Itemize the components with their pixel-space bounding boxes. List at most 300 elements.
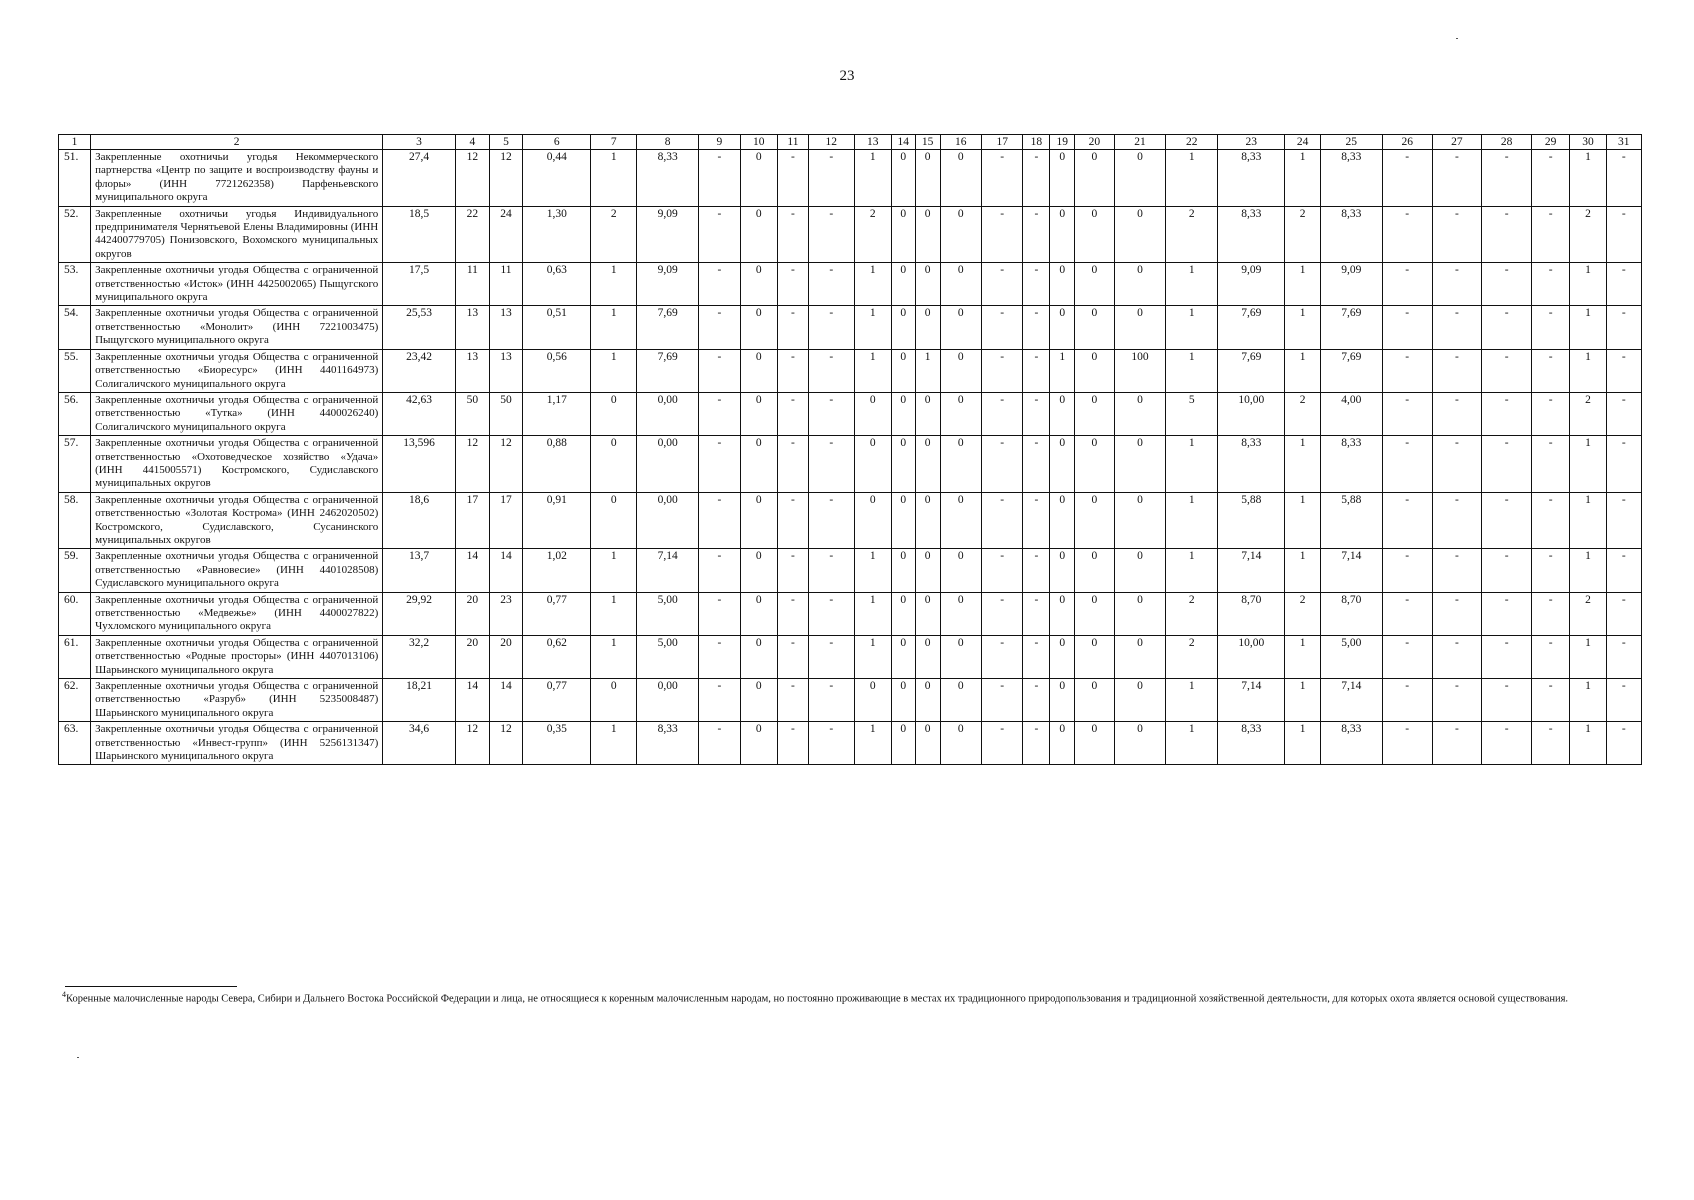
table-cell: -	[1606, 549, 1641, 592]
table-cell: 0	[1075, 263, 1114, 306]
table-cell: -	[777, 150, 808, 207]
table-cell: -	[1482, 206, 1532, 263]
table-cell: 0,51	[523, 306, 591, 349]
table-cell: 10,00	[1218, 635, 1285, 678]
table-cell: 1	[1166, 679, 1218, 722]
table-cell: 14	[455, 549, 489, 592]
table-cell: 0	[940, 349, 981, 392]
hunting-grounds-table	[58, 134, 1642, 765]
table-cell: 7,69	[1218, 349, 1285, 392]
table-cell: -	[1382, 722, 1432, 765]
table-cell: 1	[1570, 679, 1606, 722]
table-cell: 1	[1570, 306, 1606, 349]
table-cell: -	[981, 492, 1022, 549]
scan-speck	[1456, 38, 1458, 39]
table-cell: -	[1432, 263, 1482, 306]
table-cell: 1,02	[523, 549, 591, 592]
table-cell: 0	[1075, 635, 1114, 678]
table-cell: 12	[489, 722, 522, 765]
table-cell: 0	[915, 392, 940, 435]
column-number: 24	[1285, 135, 1320, 150]
table-cell: 0	[740, 679, 777, 722]
table-cell: 1	[854, 150, 891, 207]
table-cell: 0	[915, 206, 940, 263]
table-cell: -	[1432, 635, 1482, 678]
table-cell: 1	[1050, 349, 1075, 392]
table-cell: -	[777, 635, 808, 678]
table-cell: -	[1023, 150, 1050, 207]
table-cell: 0	[854, 436, 891, 493]
table-row	[59, 492, 1642, 549]
table-cell: 1	[1166, 492, 1218, 549]
table-cell: 0	[891, 722, 915, 765]
table-cell: 12	[455, 436, 489, 493]
table-cell: 1	[591, 592, 637, 635]
table-cell: -	[981, 349, 1022, 392]
table-cell: -	[981, 549, 1022, 592]
table-cell: 0	[940, 492, 981, 549]
table-cell: 10,00	[1218, 392, 1285, 435]
table-cell: 13	[455, 306, 489, 349]
table-cell: -	[1532, 492, 1570, 549]
column-number: 29	[1532, 135, 1570, 150]
table-cell: 0,00	[637, 436, 699, 493]
table-cell: 11	[455, 263, 489, 306]
table-cell: 1	[1285, 436, 1320, 493]
table-cell: 0	[854, 392, 891, 435]
table-cell: 0	[740, 635, 777, 678]
table-cell: 8,33	[1218, 436, 1285, 493]
table-cell: 8,33	[1218, 150, 1285, 207]
hunting-ground-name: Закрепленные охотничьи угодья Общества с ограниченной ответственностью «Равновесие» (ИНН 4401028508) Судиславского муниципального округа	[91, 549, 383, 592]
column-number: 7	[591, 135, 637, 150]
table-cell: -	[981, 206, 1022, 263]
table-cell: -	[777, 592, 808, 635]
table-cell: 0,00	[637, 392, 699, 435]
table-cell: 0	[891, 549, 915, 592]
table-cell: 23,42	[383, 349, 456, 392]
table-cell: 9,09	[1320, 263, 1382, 306]
table-cell: 23	[489, 592, 522, 635]
table-row	[59, 592, 1642, 635]
table-cell: 22	[455, 206, 489, 263]
table-cell: -	[1606, 392, 1641, 435]
table-cell: -	[809, 436, 855, 493]
table-cell: 0	[1114, 592, 1166, 635]
table-cell: 0	[740, 436, 777, 493]
table-cell: 0	[740, 592, 777, 635]
table-cell: -	[1432, 549, 1482, 592]
table-cell: 8,33	[1320, 436, 1382, 493]
table-cell: -	[981, 635, 1022, 678]
table-cell: 0	[940, 206, 981, 263]
table-cell: 0	[591, 392, 637, 435]
table-cell: 8,33	[637, 150, 699, 207]
table-cell: 13	[489, 306, 522, 349]
table-cell: 0	[1050, 679, 1075, 722]
table-cell: 0	[891, 206, 915, 263]
table-cell: -	[699, 635, 740, 678]
table-cell: 0	[1075, 592, 1114, 635]
row-number: 59.	[59, 549, 91, 592]
footnote-text: Коренные малочисленные народы Севера, Сибири и Дальнего Востока Российской Федерации и лица, не относящиеся к коренным малочисленным народам, но постоянно проживающие в местах их традиционного природопользования и традиционной хозяйственной деятельности, для которых охота является основой существования.	[66, 993, 1569, 1005]
table-cell: 42,63	[383, 392, 456, 435]
table-cell: 0	[940, 592, 981, 635]
table-cell: 0	[940, 392, 981, 435]
table-cell: -	[809, 206, 855, 263]
table-cell: 24	[489, 206, 522, 263]
table-cell: 14	[489, 549, 522, 592]
column-number: 31	[1606, 135, 1641, 150]
column-number: 8	[637, 135, 699, 150]
row-number: 60.	[59, 592, 91, 635]
table-cell: 0	[854, 492, 891, 549]
table-cell: -	[1023, 206, 1050, 263]
table-cell: 9,09	[1218, 263, 1285, 306]
table-cell: 8,33	[1320, 150, 1382, 207]
table-cell: -	[1532, 150, 1570, 207]
table-cell: 8,33	[1218, 206, 1285, 263]
table-cell: 18,6	[383, 492, 456, 549]
table-cell: 1	[1166, 150, 1218, 207]
table-cell: -	[1023, 392, 1050, 435]
table-cell: 2	[1285, 206, 1320, 263]
column-number: 21	[1114, 135, 1166, 150]
hunting-ground-name: Закрепленные охотничьи угодья Общества с ограниченной ответственностью «Разруб» (ИНН 5235008487) Шарьинского муниципального округа	[91, 679, 383, 722]
table-row	[59, 263, 1642, 306]
row-number: 63.	[59, 722, 91, 765]
table-cell: -	[809, 549, 855, 592]
table-row	[59, 206, 1642, 263]
footnote-marker: 4	[62, 990, 66, 999]
hunting-ground-name: Закрепленные охотничьи угодья Общества с ограниченной ответственностью «Биоресурс» (ИНН 4401164973) Солигаличского муниципального округа	[91, 349, 383, 392]
table-cell: 0	[940, 150, 981, 207]
table-cell: 1	[854, 635, 891, 678]
column-number: 1	[59, 135, 91, 150]
table-cell: -	[1432, 679, 1482, 722]
footnote	[62, 987, 1622, 1007]
table-cell: 2	[1285, 392, 1320, 435]
column-number: 23	[1218, 135, 1285, 150]
table-cell: 9,09	[637, 263, 699, 306]
table-cell: 8,33	[1320, 722, 1382, 765]
table-cell: 17,5	[383, 263, 456, 306]
table-cell: 0	[1050, 263, 1075, 306]
table-cell: 0	[854, 679, 891, 722]
table-cell: 0	[891, 635, 915, 678]
table-row	[59, 635, 1642, 678]
table-cell: 17	[455, 492, 489, 549]
table-cell: 0	[915, 306, 940, 349]
column-number: 22	[1166, 135, 1218, 150]
table-cell: 7,69	[637, 349, 699, 392]
table-cell: 0	[740, 392, 777, 435]
hunting-ground-name: Закрепленные охотничьи угодья Общества с ограниченной ответственностью «Родные просторы» (ИНН 4407013106) Шарьинского муниципального округа	[91, 635, 383, 678]
table-cell: -	[1432, 492, 1482, 549]
table-cell: 14	[489, 679, 522, 722]
table-cell: 7,14	[1320, 679, 1382, 722]
table-cell: 0	[740, 549, 777, 592]
table-cell: 0	[1114, 679, 1166, 722]
hunting-ground-name: Закрепленные охотничьи угодья Общества с ограниченной ответственностью «Тутка» (ИНН 4400026240) Солигаличского муниципального округа	[91, 392, 383, 435]
table-cell: 0	[1114, 206, 1166, 263]
table-cell: -	[1606, 206, 1641, 263]
table-cell: 9,09	[637, 206, 699, 263]
table-cell: 0	[1114, 436, 1166, 493]
table-cell: 0	[591, 492, 637, 549]
table-cell: 0	[1075, 392, 1114, 435]
table-cell: 0	[1075, 306, 1114, 349]
row-number: 53.	[59, 263, 91, 306]
table-cell: 25,53	[383, 306, 456, 349]
table-cell: -	[1532, 263, 1570, 306]
table-cell: 0	[591, 679, 637, 722]
table-cell: -	[1482, 349, 1532, 392]
table-cell: 0	[1050, 306, 1075, 349]
table-cell: 0	[1075, 349, 1114, 392]
table-cell: 0	[1050, 635, 1075, 678]
column-number: 30	[1570, 135, 1606, 150]
table-cell: 0,62	[523, 635, 591, 678]
table-cell: 18,5	[383, 206, 456, 263]
table-cell: 0	[915, 150, 940, 207]
table-cell: -	[777, 263, 808, 306]
table-cell: 8,33	[1218, 722, 1285, 765]
table-cell: -	[1482, 392, 1532, 435]
table-cell: -	[1432, 349, 1482, 392]
table-cell: 13,596	[383, 436, 456, 493]
table-cell: 1	[1570, 635, 1606, 678]
table-cell: 2	[1285, 592, 1320, 635]
table-row	[59, 392, 1642, 435]
table-cell: -	[809, 349, 855, 392]
table-cell: 1	[1570, 492, 1606, 549]
table-cell: -	[1606, 306, 1641, 349]
table-cell: 12	[455, 150, 489, 207]
row-number: 51.	[59, 150, 91, 207]
table-cell: 1	[591, 150, 637, 207]
table-cell: 0	[1050, 150, 1075, 207]
column-number: 28	[1482, 135, 1532, 150]
table-cell: -	[699, 392, 740, 435]
table-cell: 0	[915, 436, 940, 493]
table-cell: 1	[854, 306, 891, 349]
table-cell: -	[1606, 635, 1641, 678]
row-number: 54.	[59, 306, 91, 349]
table-cell: 50	[489, 392, 522, 435]
table-cell: 1	[1285, 679, 1320, 722]
table-cell: 1	[1166, 436, 1218, 493]
table-cell: -	[809, 392, 855, 435]
table-cell: 0	[891, 306, 915, 349]
table-cell: -	[981, 306, 1022, 349]
table-cell: 0,44	[523, 150, 591, 207]
table-cell: 0	[1114, 263, 1166, 306]
table-cell: 0	[1050, 592, 1075, 635]
table-body	[59, 150, 1642, 765]
table-cell: -	[1432, 722, 1482, 765]
table-cell: -	[1606, 722, 1641, 765]
table-cell: -	[1023, 635, 1050, 678]
table-cell: 13,7	[383, 549, 456, 592]
column-number: 13	[854, 135, 891, 150]
table-cell: 0	[740, 722, 777, 765]
table-cell: -	[1023, 592, 1050, 635]
table-cell: -	[1606, 150, 1641, 207]
table-cell: 12	[455, 722, 489, 765]
table-cell: -	[699, 436, 740, 493]
table-cell: 0	[915, 635, 940, 678]
table-cell: 1	[1285, 549, 1320, 592]
table-cell: 0	[891, 436, 915, 493]
table-cell: 1	[591, 549, 637, 592]
table-cell: 0	[1114, 549, 1166, 592]
table-cell: 1	[1570, 722, 1606, 765]
table-cell: 0	[940, 635, 981, 678]
column-number: 16	[940, 135, 981, 150]
table-cell: 0	[740, 263, 777, 306]
table-cell: 1	[1166, 549, 1218, 592]
table-cell: -	[1532, 722, 1570, 765]
table-cell: -	[1532, 392, 1570, 435]
table-cell: 0	[740, 306, 777, 349]
table-cell: -	[809, 679, 855, 722]
table-cell: -	[981, 592, 1022, 635]
table-cell: 0,00	[637, 492, 699, 549]
table-cell: -	[1482, 679, 1532, 722]
table-cell: 0	[891, 263, 915, 306]
table-cell: 0	[891, 150, 915, 207]
table-cell: -	[809, 150, 855, 207]
table-cell: 17	[489, 492, 522, 549]
table-cell: 0	[1114, 492, 1166, 549]
table-cell: 50	[455, 392, 489, 435]
column-number: 10	[740, 135, 777, 150]
table-cell: 0	[1075, 206, 1114, 263]
table-cell: -	[1382, 492, 1432, 549]
table-cell: 0	[1075, 436, 1114, 493]
hunting-ground-name: Закрепленные охотничьи угодья Некоммерческого партнерства «Центр по защите и воспроизводству фауны и флоры» (ИНН 7721262358) Парфеньевского муниципального округа	[91, 150, 383, 207]
table-cell: 0	[1075, 549, 1114, 592]
table-cell: 1	[854, 722, 891, 765]
table-cell: 20	[489, 635, 522, 678]
column-number: 20	[1075, 135, 1114, 150]
table-cell: 0	[940, 722, 981, 765]
table-cell: 0	[1114, 150, 1166, 207]
table-cell: 0	[1075, 492, 1114, 549]
table-cell: 2	[591, 206, 637, 263]
table-cell: 1	[854, 349, 891, 392]
table-cell: -	[699, 150, 740, 207]
table-cell: 0	[915, 492, 940, 549]
table-cell: -	[777, 306, 808, 349]
table-cell: -	[809, 263, 855, 306]
column-number: 3	[383, 135, 456, 150]
column-number: 27	[1432, 135, 1482, 150]
table-cell: 0	[891, 679, 915, 722]
table-cell: 0	[740, 492, 777, 549]
table-cell: 0,35	[523, 722, 591, 765]
table-cell: -	[699, 492, 740, 549]
table-cell: 20	[455, 592, 489, 635]
table-cell: 0	[1050, 206, 1075, 263]
table-cell: 0	[1114, 722, 1166, 765]
table-cell: -	[1382, 592, 1432, 635]
table-cell: 1	[1570, 263, 1606, 306]
table-cell: 32,2	[383, 635, 456, 678]
table-cell: -	[1432, 392, 1482, 435]
table-cell: -	[1382, 349, 1432, 392]
row-number: 61.	[59, 635, 91, 678]
table-cell: 0	[740, 349, 777, 392]
column-number: 4	[455, 135, 489, 150]
table-cell: -	[1023, 722, 1050, 765]
hunting-ground-name: Закрепленные охотничьи угодья Индивидуального предпринимателя Чернятьевой Елены Владимировны (ИНН 442400779705) Понизовского, Вохомского муниципальных округов	[91, 206, 383, 263]
table-cell: 1	[1166, 722, 1218, 765]
table-cell: -	[1482, 263, 1532, 306]
table-cell: -	[1482, 492, 1532, 549]
row-number: 62.	[59, 679, 91, 722]
table-cell: 4,00	[1320, 392, 1382, 435]
table-cell: 0	[591, 436, 637, 493]
table-cell: 1	[1285, 349, 1320, 392]
table-cell: 1	[1285, 722, 1320, 765]
table-cell: 20	[455, 635, 489, 678]
column-number: 17	[981, 135, 1022, 150]
table-cell: 0	[1050, 549, 1075, 592]
table-cell: -	[1532, 635, 1570, 678]
table-cell: 12	[489, 436, 522, 493]
table-cell: 0	[891, 392, 915, 435]
column-number-row	[59, 135, 1642, 150]
table-cell: 1	[915, 349, 940, 392]
table-cell: 5,00	[1320, 635, 1382, 678]
table-cell: 1,17	[523, 392, 591, 435]
table-row	[59, 150, 1642, 207]
table-cell: 0	[1050, 436, 1075, 493]
table-cell: 0	[1050, 392, 1075, 435]
table-cell: 7,14	[1320, 549, 1382, 592]
table-cell: 5,00	[637, 635, 699, 678]
table-cell: -	[809, 306, 855, 349]
table-cell: -	[1482, 549, 1532, 592]
table-cell: 1	[1570, 150, 1606, 207]
table-cell: 5,88	[1218, 492, 1285, 549]
table-cell: -	[777, 206, 808, 263]
hunting-ground-name: Закрепленные охотничьи угодья Общества с ограниченной ответственностью «Медвежье» (ИНН 4400027822) Чухломского муниципального округа	[91, 592, 383, 635]
table-cell: -	[809, 722, 855, 765]
table-cell: -	[809, 635, 855, 678]
table-cell: -	[699, 722, 740, 765]
table-cell: 1	[591, 349, 637, 392]
table-cell: 7,14	[1218, 549, 1285, 592]
table-cell: 2	[1166, 592, 1218, 635]
table-cell: -	[1432, 206, 1482, 263]
table-cell: 18,21	[383, 679, 456, 722]
table-cell: 0,77	[523, 679, 591, 722]
table-cell: -	[1532, 549, 1570, 592]
table-cell: -	[1482, 306, 1532, 349]
table-cell: -	[777, 349, 808, 392]
table-cell: -	[1023, 436, 1050, 493]
table-cell: 27,4	[383, 150, 456, 207]
table-cell: 0	[1114, 306, 1166, 349]
column-number: 15	[915, 135, 940, 150]
table-cell: 7,69	[1218, 306, 1285, 349]
column-number: 6	[523, 135, 591, 150]
table-cell: 1	[591, 722, 637, 765]
table-cell: 2	[1166, 635, 1218, 678]
